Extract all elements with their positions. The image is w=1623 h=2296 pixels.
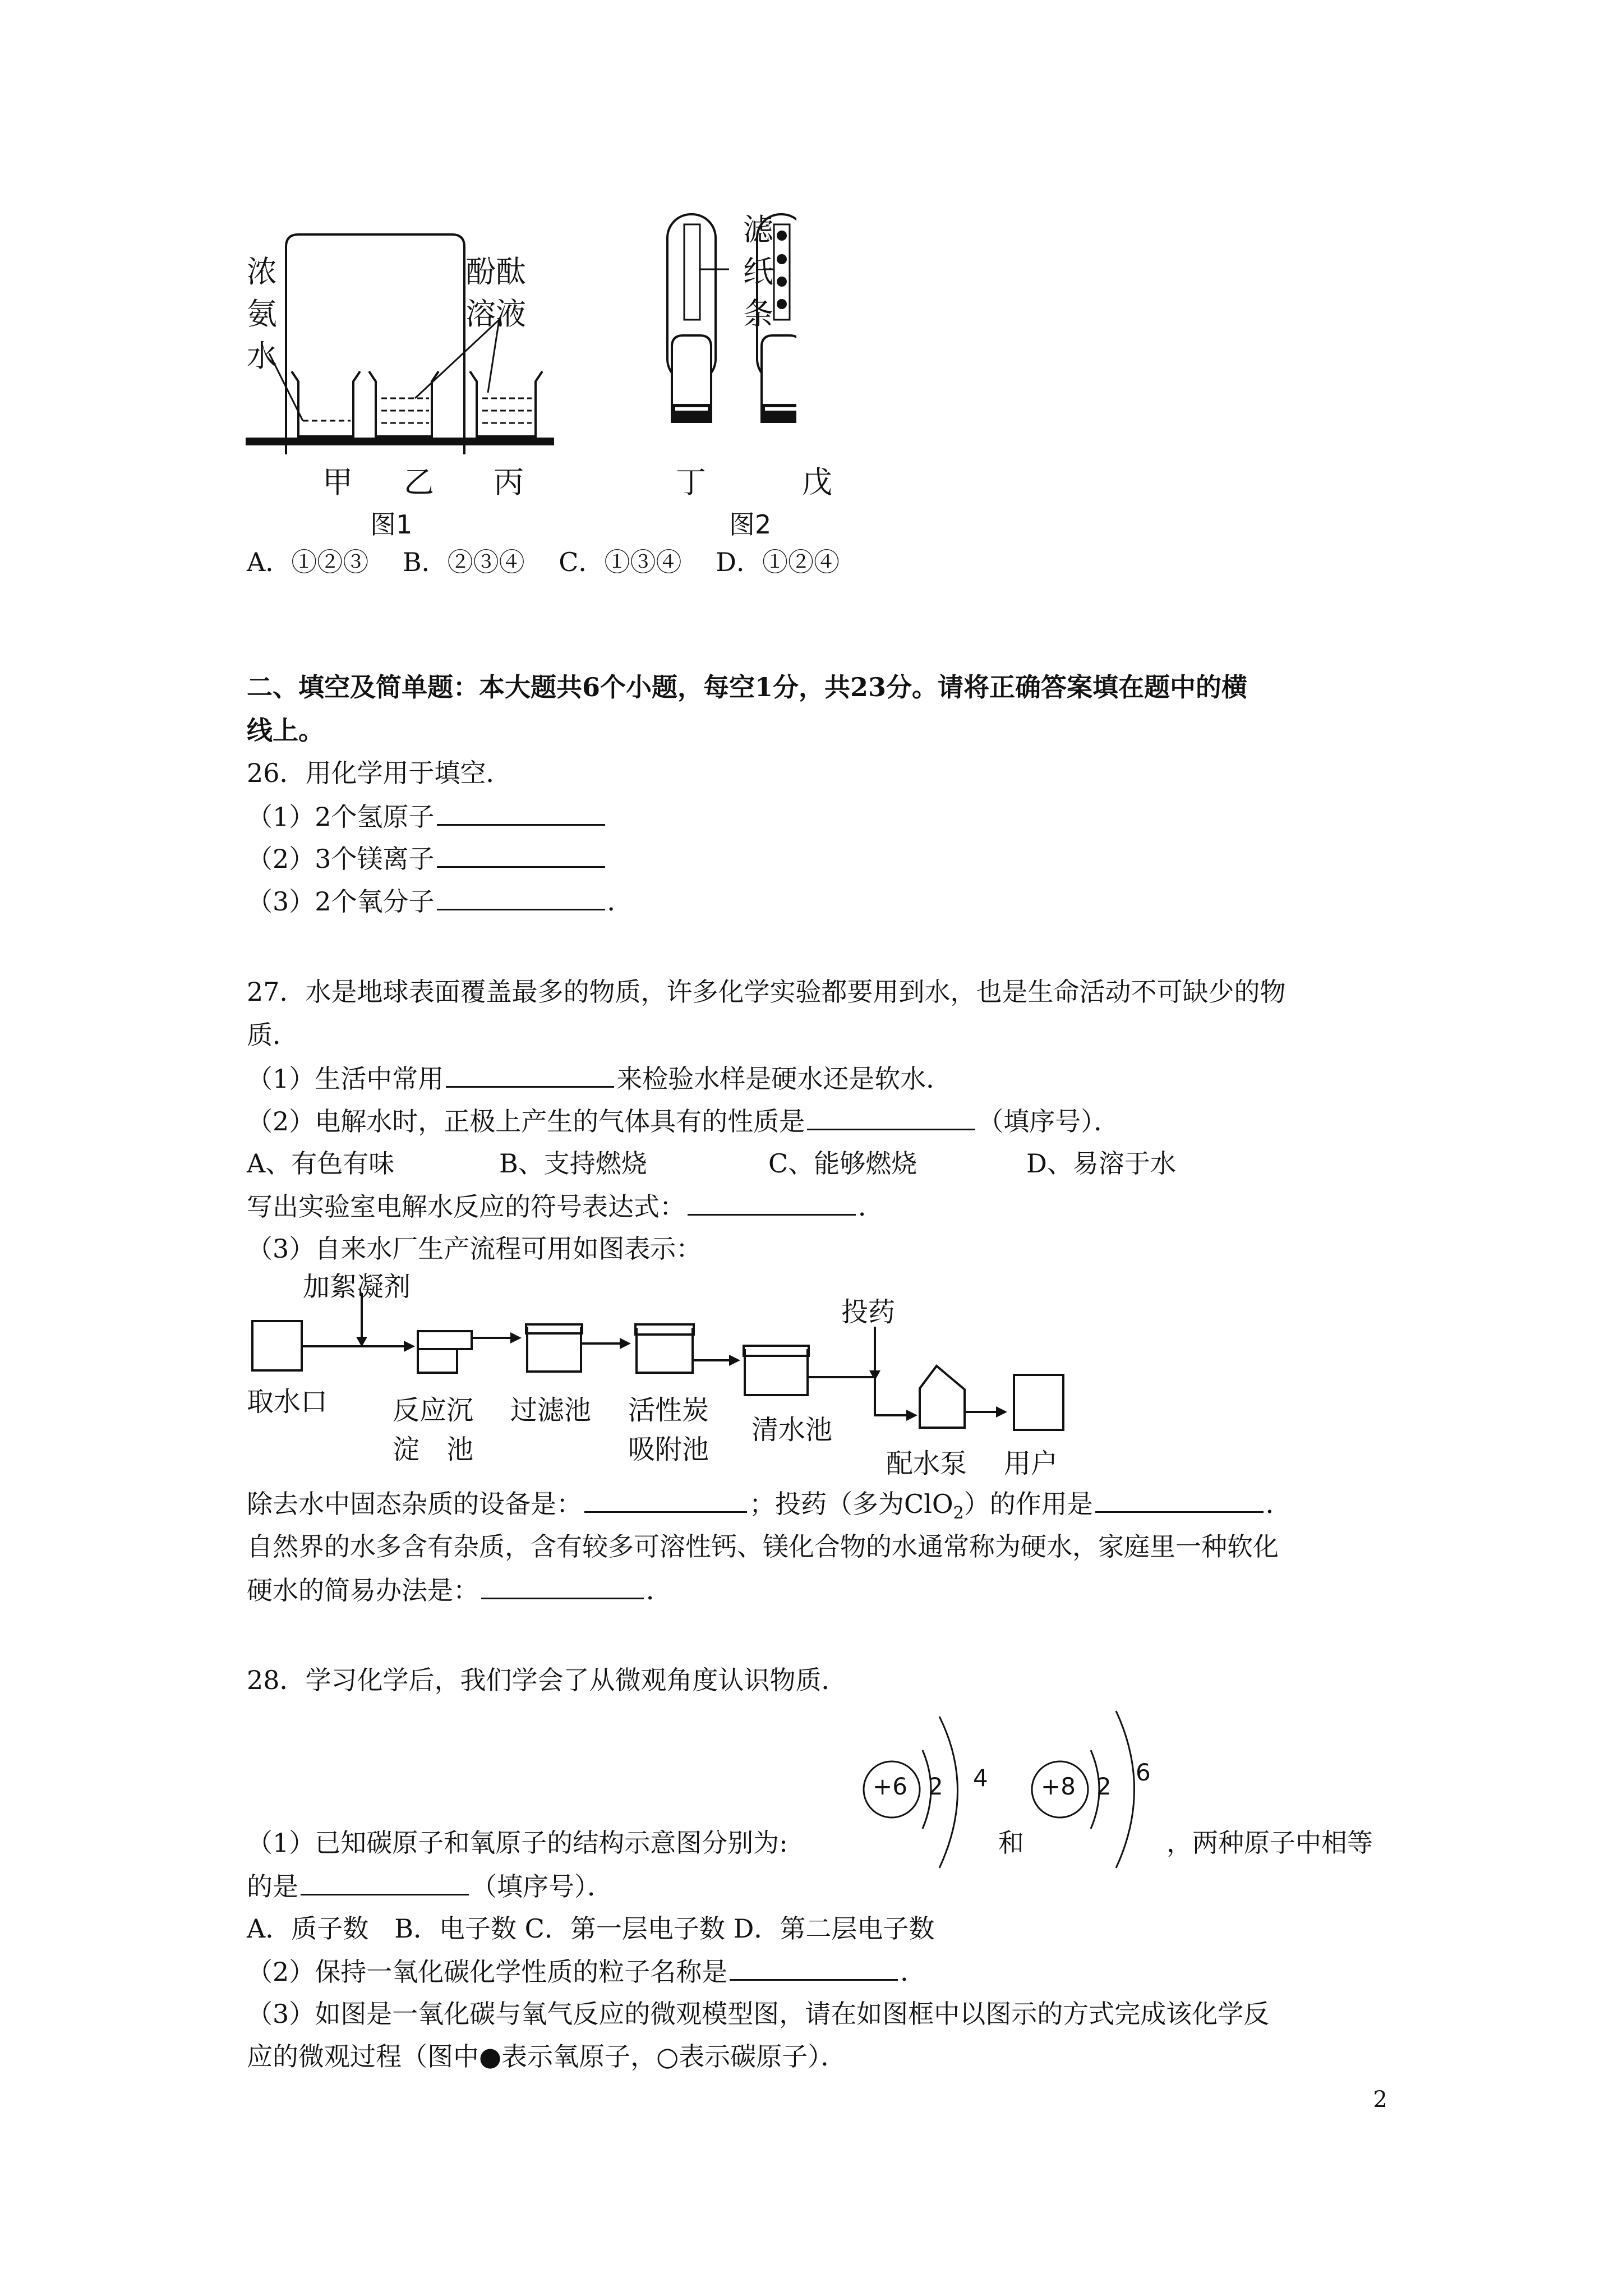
q28-options: A．质子数 B．电子数 C．第一层电子数 D．第二层电子数 xyxy=(247,1913,935,1944)
carbon-shell1: 2 xyxy=(928,1773,943,1800)
q27-part1-blank[interactable] xyxy=(446,1061,614,1088)
figure-1-diagram xyxy=(236,213,796,460)
q28-part3-line1: （3）如图是一氧化碳与氧气反应的微观模型图，请在如图框中以图示的方式完成该化学反 xyxy=(247,1999,1270,2029)
q26-part3 xyxy=(247,884,633,918)
q27-option-b: B、支持燃烧 xyxy=(499,1148,647,1179)
q27-part3: （3）自来水厂生产流程可用如图表示： xyxy=(247,1234,702,1264)
tube-label-wu: 戊 xyxy=(802,464,832,500)
flow-coagulant-label: 加絮凝剂 xyxy=(303,1271,411,1303)
q27-options xyxy=(247,1147,1176,1180)
section2-heading-line1: 二、填空及简单题：本大题共6个小题，每空1分，共23分。请将正确答案填在题中的横 xyxy=(247,672,1248,702)
q26-stem: 26．用化学用于填空． xyxy=(247,758,512,788)
q28-part2-blank[interactable] xyxy=(730,1954,898,1981)
flow-dose-label: 投药 xyxy=(841,1296,896,1328)
q27-solid-blank[interactable] xyxy=(584,1487,747,1513)
q27-soften-text: 硬水的简易办法是： xyxy=(247,1575,479,1605)
q26-part2 xyxy=(247,841,607,876)
carbon-nucleus: +6 xyxy=(873,1773,907,1800)
q26-part3-end: ． xyxy=(607,886,633,917)
q27-solid-text: 除去水中固态杂质的设备是： xyxy=(247,1489,582,1519)
phenolphthalein-label-2: 溶液 xyxy=(465,296,526,332)
q27-part2-text: （2）电解水时，正极上产生的气体具有的性质是 xyxy=(247,1106,805,1137)
q27-part2 xyxy=(247,1104,1119,1138)
figure-1-caption: 图1 xyxy=(370,509,413,540)
q26-part1 xyxy=(247,799,607,834)
q27-soften-end: ． xyxy=(646,1575,672,1605)
q27-equation-end: ． xyxy=(858,1191,884,1222)
q28-part1-suffix: （填序号）． xyxy=(471,1871,613,1902)
q26-part1-text: （1）2个氢原子 xyxy=(247,802,435,832)
q27-option-d: D、易溶于水 xyxy=(1026,1148,1176,1179)
section2-heading-line2: 线上。 xyxy=(247,715,324,746)
page-number: 2 xyxy=(1373,2087,1387,2113)
ammonia-label-1: 浓 xyxy=(247,254,277,289)
q27-soften-blank[interactable] xyxy=(481,1573,644,1599)
q27-part2-blank[interactable] xyxy=(807,1104,975,1130)
q27-stem-line2: 质． xyxy=(247,1020,298,1050)
q28-stem: 28．学习化学后，我们学会了从微观角度认识物质． xyxy=(247,1665,847,1695)
flow-user-label: 用户 xyxy=(1004,1448,1058,1479)
q27-equation-line xyxy=(247,1189,884,1223)
q27-dose-text: ；投药（多为ClO xyxy=(749,1489,953,1519)
q27-part1-text-end: 来检验水样是硬水还是软水． xyxy=(616,1064,952,1094)
q27-after-line1 xyxy=(247,1487,1292,1530)
ammonia-label-2: 氨 xyxy=(247,296,277,332)
q28-part1-text-end: ，两种原子中相等 xyxy=(1166,1828,1373,1858)
q28-part1-prefix: 的是 xyxy=(247,1871,298,1902)
beaker-label-bing: 丙 xyxy=(494,464,524,500)
ammonia-label-3: 水 xyxy=(247,338,277,374)
flow-carbon-label-1: 活性炭 xyxy=(628,1395,709,1426)
q26-part2-blank[interactable] xyxy=(437,841,605,868)
phenolphthalein-label-1: 酚酞 xyxy=(465,254,526,289)
q27-equation-text: 写出实验室电解水反应的符号表达式： xyxy=(247,1191,685,1222)
q26-part1-blank[interactable] xyxy=(437,799,605,826)
q28-part2-text: （2）保持一氧化碳化学性质的粒子名称是 xyxy=(247,1957,728,1987)
q28-part1-blank[interactable] xyxy=(301,1869,469,1895)
flow-pump-label: 配水泵 xyxy=(886,1448,967,1479)
oxygen-nucleus: +8 xyxy=(1041,1773,1076,1800)
q26-part2-text: （2）3个镁离子 xyxy=(247,844,435,874)
carbon-shell2: 4 xyxy=(973,1764,988,1792)
q27-part2-text-end: （填序号）． xyxy=(978,1106,1120,1137)
flow-settle-label-1: 反应沉 xyxy=(393,1395,474,1426)
filter-label-1: 滤 xyxy=(743,212,773,247)
flow-intake-label: 取水口 xyxy=(247,1386,328,1418)
figure-2-caption: 图2 xyxy=(729,509,772,540)
q27-stem-line1: 27．水是地球表面覆盖最多的物质，许多化学实验都要用到水，也是生命活动不可缺少的物 xyxy=(247,977,1286,1007)
q27-after-line3 xyxy=(247,1573,672,1607)
q27-part1 xyxy=(247,1061,952,1096)
q28-part1-text: （1）已知碳原子和氧原子的结构示意图分别为: xyxy=(247,1828,788,1858)
flow-settle-label-2: 淀 池 xyxy=(393,1434,474,1465)
q27-after-line2: 自然界的水多含有杂质，含有较多可溶性钙、镁化合物的水通常称为硬水，家庭里一种软化 xyxy=(247,1531,1279,1562)
q28-part1-line2 xyxy=(247,1869,613,1903)
q26-part3-text: （3）2个氧分子 xyxy=(247,886,435,917)
q27-part1-text: （1）生活中常用 xyxy=(247,1064,444,1094)
tube-label-ding: 丁 xyxy=(676,464,706,500)
q27-equation-blank[interactable] xyxy=(688,1189,856,1216)
q28-part3-line2: 应的微观过程（图中●表示氧原子，○表示碳原子）． xyxy=(247,2041,847,2072)
q28-and: 和 xyxy=(998,1828,1024,1858)
flow-filter-label: 过滤池 xyxy=(510,1395,592,1426)
q28-part2-end: ． xyxy=(900,1957,926,1987)
q26-part3-blank[interactable] xyxy=(437,884,605,910)
q28-part1-line1 xyxy=(247,1826,788,1860)
q27-dose-subscript: 2 xyxy=(953,1503,964,1524)
oxygen-shell2: 6 xyxy=(1136,1759,1151,1786)
q27-dose-role-text: ）的作用是 xyxy=(963,1489,1093,1519)
q27-dose-end: ． xyxy=(1265,1489,1292,1519)
q28-part2 xyxy=(247,1954,926,1989)
filter-label-3: 条 xyxy=(743,296,773,332)
beaker-label-yi: 乙 xyxy=(404,464,434,500)
oxygen-shell1: 2 xyxy=(1096,1773,1112,1800)
q27-option-c: C、能够燃烧 xyxy=(768,1148,917,1179)
flow-carbon-label-2: 吸附池 xyxy=(628,1434,709,1465)
q27-dose-blank[interactable] xyxy=(1095,1487,1264,1513)
flow-clear-label: 清水池 xyxy=(751,1414,833,1446)
filter-label-2: 纸 xyxy=(743,254,773,289)
beaker-label-jia: 甲 xyxy=(322,464,353,500)
q25-options: A．①②③ B．②③④ C．①③④ D．①②④ xyxy=(247,547,840,577)
q27-option-a: A、有色有味 xyxy=(247,1148,395,1179)
